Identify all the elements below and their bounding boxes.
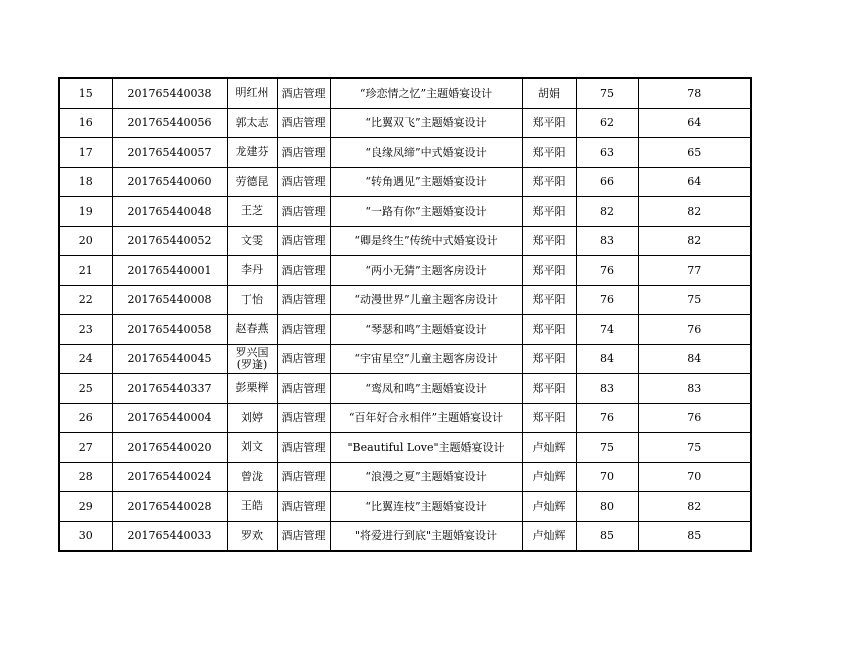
score-1-cell: 84 bbox=[576, 344, 638, 374]
project-title-cell: “转角遇见”主题婚宴设计 bbox=[330, 167, 522, 197]
student-name-cell: 彭栗榉 bbox=[227, 374, 277, 404]
advisor-cell: 郑平阳 bbox=[522, 197, 576, 227]
student-name-cell: 龙建芬 bbox=[227, 138, 277, 168]
student-name-cell: 王芝 bbox=[227, 197, 277, 227]
score-2-cell: 70 bbox=[638, 462, 751, 492]
student-name-cell: 明红州 bbox=[227, 78, 277, 108]
project-title-cell: “琴瑟和鸣”主题婚宴设计 bbox=[330, 315, 522, 345]
student-name-cell: 郭太志 bbox=[227, 108, 277, 138]
project-title-cell: “百年好合永相伴”主题婚宴设计 bbox=[330, 403, 522, 433]
project-title-cell: “宇宙星空”儿童主题客房设计 bbox=[330, 344, 522, 374]
project-title-cell: "将爱进行到底"主题婚宴设计 bbox=[330, 521, 522, 551]
major-cell: 酒店管理 bbox=[277, 521, 330, 551]
score-1-cell: 75 bbox=[576, 433, 638, 463]
row-number-cell: 16 bbox=[59, 108, 112, 138]
advisor-cell: 郑平阳 bbox=[522, 285, 576, 315]
score-1-cell: 63 bbox=[576, 138, 638, 168]
table-row bbox=[59, 374, 751, 404]
row-number-cell: 19 bbox=[59, 197, 112, 227]
student-id-cell: 201765440048 bbox=[112, 197, 227, 227]
advisor-cell: 卢灿辉 bbox=[522, 433, 576, 463]
project-title-cell: “动漫世界”儿童主题客房设计 bbox=[330, 285, 522, 315]
student-name-cell: 劳德昆 bbox=[227, 167, 277, 197]
score-2-cell: 82 bbox=[638, 197, 751, 227]
project-title-cell: “鸾凤和鸣”主题婚宴设计 bbox=[330, 374, 522, 404]
score-2-cell: 64 bbox=[638, 108, 751, 138]
table-row bbox=[59, 197, 751, 227]
student-id-cell: 201765440033 bbox=[112, 521, 227, 551]
student-id-cell: 201765440028 bbox=[112, 492, 227, 522]
major-cell: 酒店管理 bbox=[277, 256, 330, 286]
row-number-cell: 27 bbox=[59, 433, 112, 463]
project-title-cell: “一路有你”主题婚宴设计 bbox=[330, 197, 522, 227]
score-2-cell: 85 bbox=[638, 521, 751, 551]
score-2-cell: 64 bbox=[638, 167, 751, 197]
student-name-cell: 刘文 bbox=[227, 433, 277, 463]
row-number-cell: 22 bbox=[59, 285, 112, 315]
advisor-cell: 郑平阳 bbox=[522, 138, 576, 168]
student-id-cell: 201765440004 bbox=[112, 403, 227, 433]
table-row bbox=[59, 344, 751, 374]
score-1-cell: 83 bbox=[576, 226, 638, 256]
student-name-cell: 文雯 bbox=[227, 226, 277, 256]
major-cell: 酒店管理 bbox=[277, 433, 330, 463]
table-row bbox=[59, 492, 751, 522]
major-cell: 酒店管理 bbox=[277, 167, 330, 197]
major-cell: 酒店管理 bbox=[277, 374, 330, 404]
score-2-cell: 84 bbox=[638, 344, 751, 374]
advisor-cell: 卢灿辉 bbox=[522, 462, 576, 492]
score-1-cell: 76 bbox=[576, 256, 638, 286]
score-1-cell: 76 bbox=[576, 285, 638, 315]
row-number-cell: 29 bbox=[59, 492, 112, 522]
student-name-cell: 李丹 bbox=[227, 256, 277, 286]
student-name-cell: 罗欢 bbox=[227, 521, 277, 551]
major-cell: 酒店管理 bbox=[277, 492, 330, 522]
score-1-cell: 85 bbox=[576, 521, 638, 551]
score-2-cell: 76 bbox=[638, 315, 751, 345]
project-title-cell: “珍恋情之忆”主题婚宴设计 bbox=[330, 78, 522, 108]
score-1-cell: 80 bbox=[576, 492, 638, 522]
score-2-cell: 75 bbox=[638, 433, 751, 463]
project-title-cell: “良缘凤缔”中式婚宴设计 bbox=[330, 138, 522, 168]
score-2-cell: 82 bbox=[638, 226, 751, 256]
major-cell: 酒店管理 bbox=[277, 315, 330, 345]
row-number-cell: 28 bbox=[59, 462, 112, 492]
table-row bbox=[59, 78, 751, 108]
project-title-cell: "Beautiful Love"主题婚宴设计 bbox=[330, 433, 522, 463]
table-row bbox=[59, 433, 751, 463]
grades-table bbox=[58, 77, 752, 552]
project-title-cell: “比翼连枝”主题婚宴设计 bbox=[330, 492, 522, 522]
student-name-cell: 赵春燕 bbox=[227, 315, 277, 345]
student-name-cell: 刘婷 bbox=[227, 403, 277, 433]
student-id-cell: 201765440337 bbox=[112, 374, 227, 404]
student-id-cell: 201765440001 bbox=[112, 256, 227, 286]
advisor-cell: 郑平阳 bbox=[522, 256, 576, 286]
student-id-cell: 201765440020 bbox=[112, 433, 227, 463]
row-number-cell: 17 bbox=[59, 138, 112, 168]
row-number-cell: 25 bbox=[59, 374, 112, 404]
score-1-cell: 82 bbox=[576, 197, 638, 227]
advisor-cell: 胡娟 bbox=[522, 78, 576, 108]
project-title-cell: “浪漫之夏”主题婚宴设计 bbox=[330, 462, 522, 492]
student-id-cell: 201765440024 bbox=[112, 462, 227, 492]
student-name-cell: 曾泷 bbox=[227, 462, 277, 492]
student-id-cell: 201765440058 bbox=[112, 315, 227, 345]
advisor-cell: 卢灿辉 bbox=[522, 521, 576, 551]
major-cell: 酒店管理 bbox=[277, 197, 330, 227]
student-id-cell: 201765440056 bbox=[112, 108, 227, 138]
table-row bbox=[59, 108, 751, 138]
score-1-cell: 75 bbox=[576, 78, 638, 108]
score-2-cell: 77 bbox=[638, 256, 751, 286]
student-id-cell: 201765440038 bbox=[112, 78, 227, 108]
score-2-cell: 75 bbox=[638, 285, 751, 315]
row-number-cell: 23 bbox=[59, 315, 112, 345]
score-1-cell: 76 bbox=[576, 403, 638, 433]
table-row bbox=[59, 315, 751, 345]
advisor-cell: 郑平阳 bbox=[522, 344, 576, 374]
score-2-cell: 83 bbox=[638, 374, 751, 404]
score-1-cell: 66 bbox=[576, 167, 638, 197]
major-cell: 酒店管理 bbox=[277, 226, 330, 256]
table-row bbox=[59, 403, 751, 433]
student-id-cell: 201765440008 bbox=[112, 285, 227, 315]
student-id-cell: 201765440052 bbox=[112, 226, 227, 256]
major-cell: 酒店管理 bbox=[277, 403, 330, 433]
project-title-cell: “比翼双飞”主题婚宴设计 bbox=[330, 108, 522, 138]
project-title-cell: “卿是终生”传统中式婚宴设计 bbox=[330, 226, 522, 256]
major-cell: 酒店管理 bbox=[277, 108, 330, 138]
major-cell: 酒店管理 bbox=[277, 285, 330, 315]
score-2-cell: 82 bbox=[638, 492, 751, 522]
row-number-cell: 18 bbox=[59, 167, 112, 197]
row-number-cell: 15 bbox=[59, 78, 112, 108]
student-name-cell: 罗兴国 (罗逢) bbox=[227, 344, 277, 374]
score-2-cell: 76 bbox=[638, 403, 751, 433]
row-number-cell: 20 bbox=[59, 226, 112, 256]
advisor-cell: 郑平阳 bbox=[522, 108, 576, 138]
score-1-cell: 74 bbox=[576, 315, 638, 345]
student-id-cell: 201765440045 bbox=[112, 344, 227, 374]
major-cell: 酒店管理 bbox=[277, 138, 330, 168]
table-row bbox=[59, 138, 751, 168]
advisor-cell: 郑平阳 bbox=[522, 167, 576, 197]
table-row bbox=[59, 226, 751, 256]
table-row bbox=[59, 167, 751, 197]
table-row bbox=[59, 256, 751, 286]
major-cell: 酒店管理 bbox=[277, 462, 330, 492]
row-number-cell: 24 bbox=[59, 344, 112, 374]
advisor-cell: 郑平阳 bbox=[522, 315, 576, 345]
row-number-cell: 26 bbox=[59, 403, 112, 433]
score-1-cell: 62 bbox=[576, 108, 638, 138]
student-id-cell: 201765440060 bbox=[112, 167, 227, 197]
major-cell: 酒店管理 bbox=[277, 78, 330, 108]
score-2-cell: 78 bbox=[638, 78, 751, 108]
advisor-cell: 郑平阳 bbox=[522, 374, 576, 404]
score-1-cell: 83 bbox=[576, 374, 638, 404]
student-id-cell: 201765440057 bbox=[112, 138, 227, 168]
advisor-cell: 郑平阳 bbox=[522, 403, 576, 433]
score-1-cell: 70 bbox=[576, 462, 638, 492]
project-title-cell: “两小无猜”主题客房设计 bbox=[330, 256, 522, 286]
score-2-cell: 65 bbox=[638, 138, 751, 168]
row-number-cell: 30 bbox=[59, 521, 112, 551]
advisor-cell: 卢灿辉 bbox=[522, 492, 576, 522]
table-row bbox=[59, 285, 751, 315]
table-row bbox=[59, 521, 751, 551]
table-row bbox=[59, 462, 751, 492]
student-name-cell: 王皓 bbox=[227, 492, 277, 522]
advisor-cell: 郑平阳 bbox=[522, 226, 576, 256]
major-cell: 酒店管理 bbox=[277, 344, 330, 374]
student-name-cell: 丁怡 bbox=[227, 285, 277, 315]
row-number-cell: 21 bbox=[59, 256, 112, 286]
